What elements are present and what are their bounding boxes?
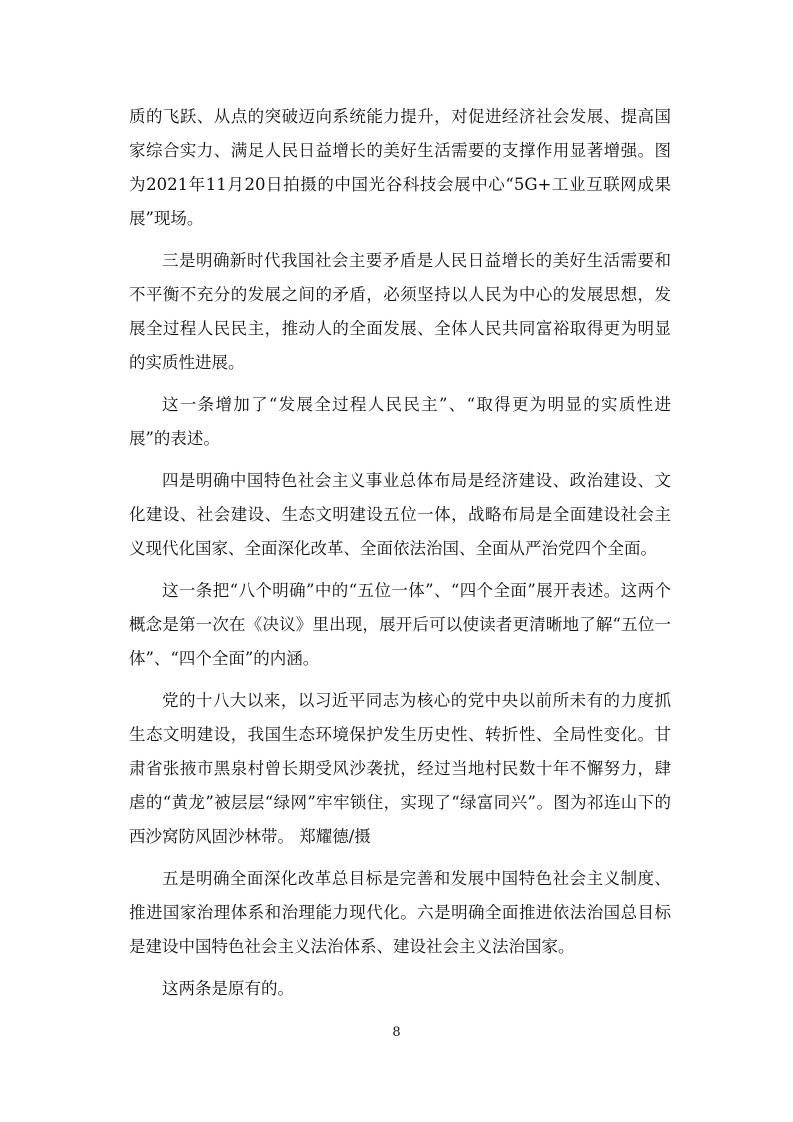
- paragraph-continuation: 质的飞跃、从点的突破迈向系统能力提升，对促进经济社会发展、提高国家综合实力、满足人民日益增长的美好生活需要的支撑作用显著增强。图为2021年11月20日拍摄的中国光谷科技会展中心“5G+工业互联网成果展”现场。: [129, 107, 671, 228]
- paragraph-points-five-six: 五是明确全面深化改革总目标是完善和发展中国特色社会主义制度、推进国家治理体系和治理能力现代化。六是明确全面推进依法治国总目标是建设中国特色社会主义法治体系、建设社会主义法治国家。: [129, 869, 671, 956]
- paragraph-point-three: 三是明确新时代我国社会主要矛盾是人民日益增长的美好生活需要和不平衡不充分的发展之间的矛盾，必须坚持以人民为中心的发展思想，发展全过程人民民主，推动人的全面发展、全体人民共同富裕取得更为明显的实质性进展。: [129, 251, 671, 372]
- page-number: 8: [392, 1025, 401, 1040]
- paragraph-point-three-note: 这一条增加了“发展全过程人民民主”、“取得更为明显的实质性进展”的表述。: [129, 395, 671, 448]
- paragraph-point-four-note: 这一条把“八个明确”中的“五位一体”、“四个全面”展开表述。这两个概念是第一次在《决议》里出现，展开后可以使读者更清晰地了解“五位一体”、“四个全面”的内涵。: [129, 581, 671, 668]
- document-body: [129, 100, 671, 1014]
- paragraph-points-five-six-note: 这两条是原有的。: [162, 979, 294, 998]
- paragraph-photo-caption: 党的十八大以来，以习近平同志为核心的党中央以前所未有的力度抓生态文明建设，我国生态环境保护发生历史性、转折性、全局性变化。甘肃省张掖市黑泉村曾长期受风沙袭扰，经过当地村民数十年不懈努力，肆虐的“黄龙”被层层“绿网”牢牢锁住，实现了“绿富同兴”。图为祁连山下的西沙窝防风固沙林带。 郑耀德/摄: [129, 691, 671, 846]
- paragraph-point-four: 四是明确中国特色社会主义事业总体布局是经济建设、政治建设、文化建设、社会建设、生态文明建设五位一体，战略布局是全面建设社会主义现代化国家、全面深化改革、全面依法治国、全面从严治党四个全面。: [129, 471, 671, 558]
